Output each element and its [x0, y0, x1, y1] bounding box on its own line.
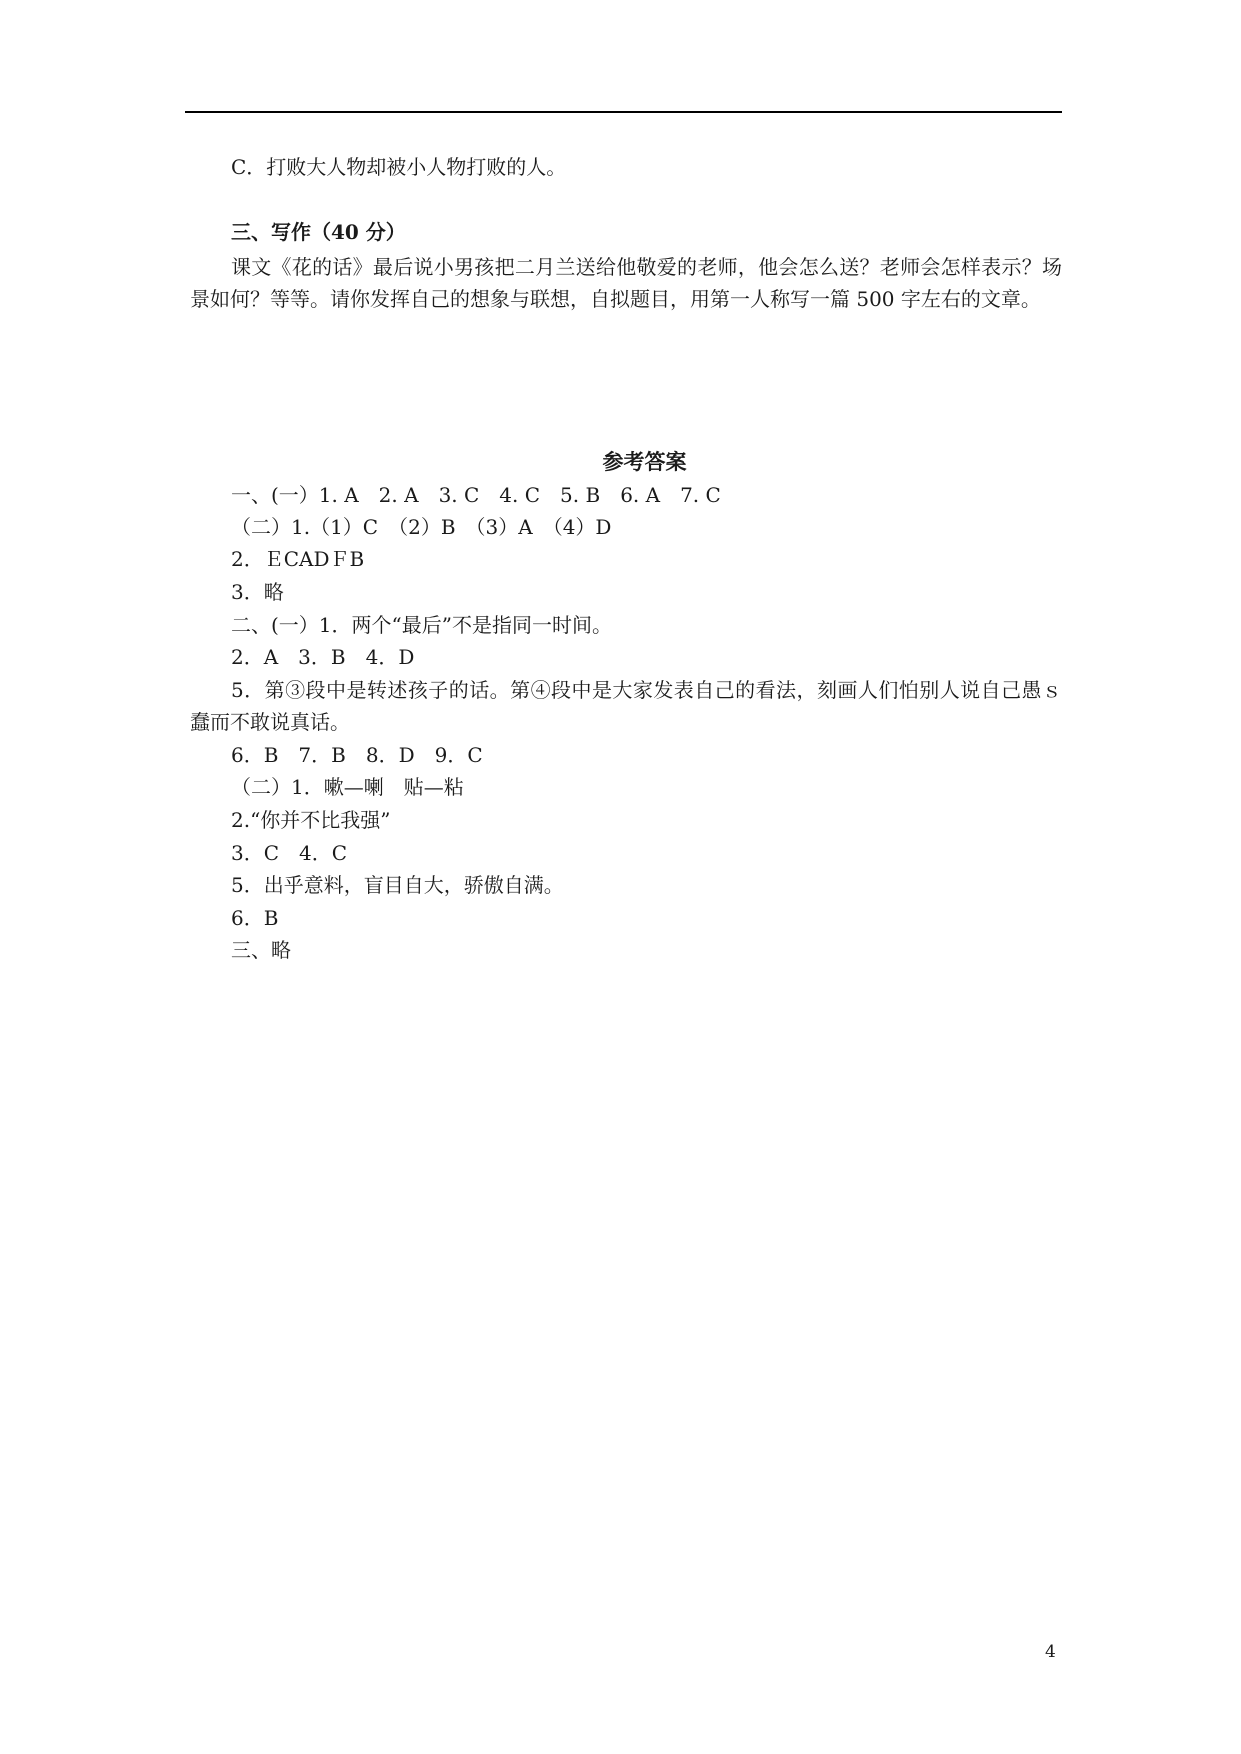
answer-line-10: 3．C 4．C — [231, 841, 348, 865]
answer-line-9: 2.“你并不比我强” — [231, 808, 391, 832]
answer-q5-paragraph: 5．第③段中是转述孩子的话。第④段中是大家发表自己的看法，刻画人们怕别人说自己愚ｓ蠢而不敢说真话。 — [190, 678, 1062, 734]
writing-prompt: 课文《花的话》最后说小男孩把二月兰送给他敬爱的老师，他会怎么送？老师会怎样表示？场景如何？等等。请你发挥自己的想象与联想，自拟题目，用第一人称写一篇 500 字左右的文章。 — [190, 255, 1062, 311]
answer-line-1: 一、(一）1. A 2. A 3. C 4. C 5. B 6. A 7. C — [231, 483, 721, 507]
answer-line-11: 5．出乎意料，盲目自大，骄傲自满。 — [231, 873, 564, 897]
answer-line-3: 2．ＥCADＦB — [231, 547, 365, 571]
answer-line-13: 三、略 — [231, 938, 291, 962]
header-rule — [185, 111, 1062, 113]
answer-line-5: 二、(一）1．两个“最后”不是指同一时间。 — [231, 613, 612, 637]
answer-line-8: （二）1．嗽—喇 贴—粘 — [231, 775, 464, 799]
answer-line-4: 3．略 — [231, 580, 284, 604]
page-number: 4 — [1045, 1642, 1056, 1662]
answer-line-12: 6．B — [231, 906, 279, 930]
answers-title: 参考答案 — [602, 449, 687, 474]
writing-section-heading: 三、写作（40 分） — [231, 220, 406, 244]
answer-line-7: 6．B 7．B 8．D 9．C — [231, 743, 483, 767]
option-c-line: C．打败大人物却被小人物打败的人。 — [231, 155, 567, 179]
answer-line-6: 2．A 3．B 4．D — [231, 645, 415, 669]
answer-line-2: （二）1.（1）C （2）B （3）A （4）D — [231, 515, 612, 539]
